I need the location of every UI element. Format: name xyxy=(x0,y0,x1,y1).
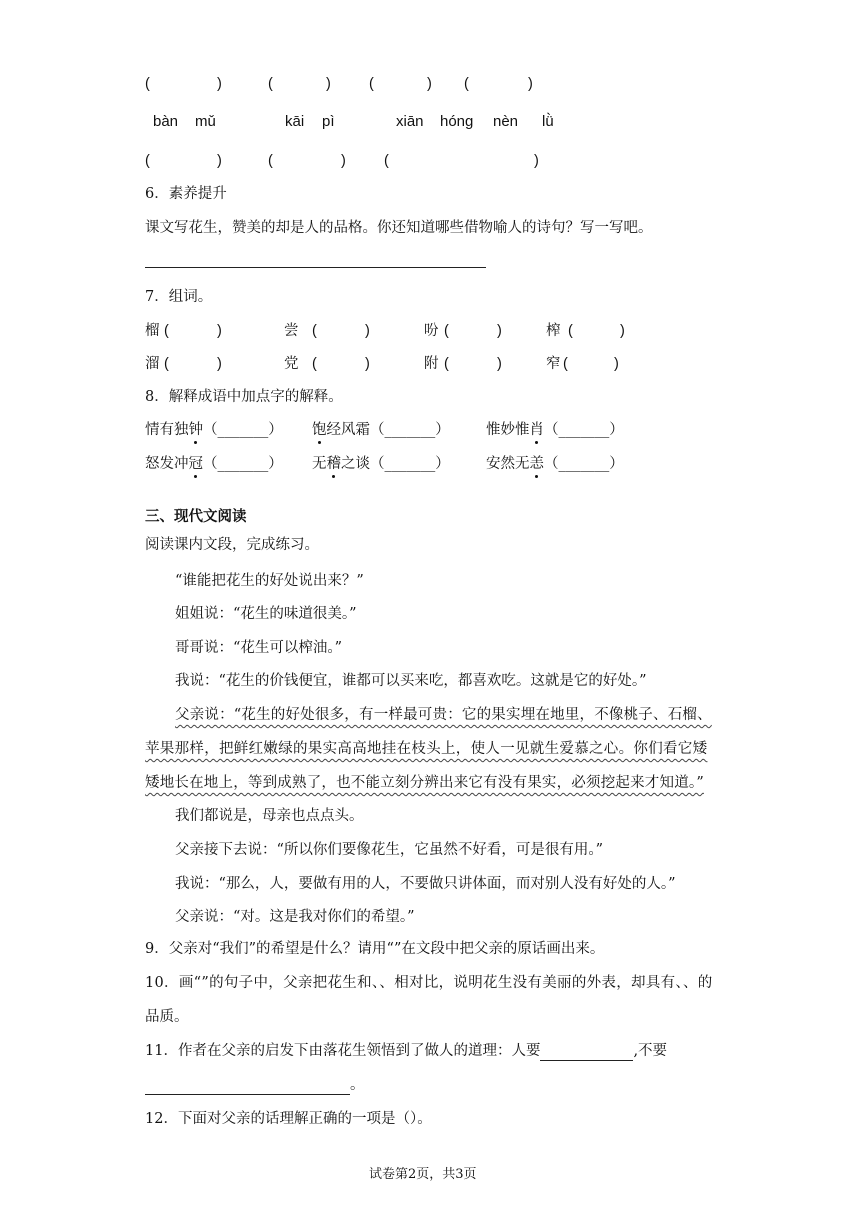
idiom-blank[interactable]: （_______） xyxy=(203,456,283,472)
passage-line: 哥哥说：“花生可以榨油。” xyxy=(175,640,343,656)
answer-paren[interactable]: ( xyxy=(164,356,169,372)
pinyin: xiān xyxy=(396,113,424,130)
q6-title: 6．素养提升 xyxy=(145,186,227,202)
q8-title: 8．解释成语中加点字的解释。 xyxy=(145,389,343,405)
q7-char: 吩 xyxy=(424,323,439,339)
idiom: 情有独钟（_______） xyxy=(145,422,283,438)
answer-paren[interactable]: ( xyxy=(568,323,573,339)
passage-line: 姐姐说：“花生的味道很美。” xyxy=(175,606,357,622)
idiom-blank[interactable]: （_______） xyxy=(544,422,624,438)
paren-close: ) xyxy=(534,153,539,169)
pinyin: hóng xyxy=(440,113,474,130)
pinyin: mǔ xyxy=(195,113,216,130)
question-11-cont: 。 xyxy=(145,1075,365,1095)
idiom-blank[interactable]: （_______） xyxy=(370,422,450,438)
idiom: 无稽之谈（_______） xyxy=(312,456,450,472)
pinyin: kāi xyxy=(285,113,305,130)
question-10: 10．画“”的句子中，父亲把花生和、、相对比，说明花生没有美丽的外表，却具有、、的 xyxy=(145,975,713,991)
answer-paren[interactable]: ( xyxy=(312,356,317,372)
paren-close: ) xyxy=(341,153,346,169)
passage-line-underlined: 矮地长在地上，等到成熟了，也不能立刻分辨出来它有没有果实，必须挖起来才知道。” xyxy=(145,775,704,791)
q7-char: 榴 xyxy=(145,323,160,339)
question-9: 9．父亲对“我们”的希望是什么？请用“”在文段中把父亲的原话画出来。 xyxy=(145,941,605,957)
pinyin: bàn xyxy=(153,113,179,130)
paren-open: ( xyxy=(145,76,150,92)
paren-close: ) xyxy=(217,153,222,169)
q6-answer-line[interactable] xyxy=(145,267,486,268)
question-11: 11．作者在父亲的启发下由落花生领悟到了做人的道理：人要 ,不要 xyxy=(145,1043,668,1059)
answer-paren: ) xyxy=(614,356,619,372)
passage-line: 我说：“花生的价钱便宜，谁都可以买来吃，都喜欢吃。这就是它的好处。” xyxy=(175,673,647,689)
answer-paren[interactable]: ( xyxy=(444,356,449,372)
answer-paren[interactable]: ( xyxy=(312,323,317,339)
question-12: 12．下面对父亲的话理解正确的一项是（）。 xyxy=(145,1111,432,1127)
paren-open: ( xyxy=(268,76,273,92)
answer-paren: ) xyxy=(497,323,502,339)
q6-text: 课文写花生，赞美的却是人的品格。你还知道哪些借物喻人的诗句？写一写吧。 xyxy=(145,220,653,236)
q7-char: 榨 xyxy=(546,323,561,339)
paren-close: ) xyxy=(528,76,533,92)
answer-paren: ) xyxy=(497,356,502,372)
q7-char: 窄 xyxy=(546,356,561,372)
passage-line: 我们都说是，母亲也点点头。 xyxy=(175,808,364,824)
idiom: 惟妙惟肖（_______） xyxy=(486,422,624,438)
q7-char: 溜 xyxy=(145,356,160,372)
question-10-cont: 品质。 xyxy=(145,1009,189,1025)
idiom: 饱经风霜（_______） xyxy=(312,422,450,438)
answer-blank[interactable] xyxy=(145,1078,350,1095)
paren-close: ) xyxy=(326,76,331,92)
paren-open: ( xyxy=(464,76,469,92)
passage-line: 我说：“那么，人，要做有用的人，不要做只讲体面，而对别人没有好处的人。” xyxy=(175,876,676,892)
answer-paren: ) xyxy=(365,356,370,372)
pinyin: lǜ xyxy=(542,113,554,130)
answer-paren: ) xyxy=(217,356,222,372)
idiom: 安然无恙（_______） xyxy=(486,456,624,472)
passage-line: 父亲接下去说：“所以你们要像花生，它虽然不好看，可是很有用。” xyxy=(175,842,604,858)
answer-paren[interactable]: ( xyxy=(444,323,449,339)
passage-line: “谁能把花生的好处说出来？” xyxy=(175,573,364,589)
idiom: 怒发冲冠（_______） xyxy=(145,456,283,472)
paren-close: ) xyxy=(427,76,432,92)
paren-open: ( xyxy=(384,153,389,169)
idiom-blank[interactable]: （_______） xyxy=(544,456,624,472)
pinyin: pì xyxy=(322,113,335,130)
section-heading: 三、现代文阅读 xyxy=(145,509,247,525)
page-footer: 试卷第2页，共3页 xyxy=(369,1167,477,1182)
answer-paren[interactable]: ( xyxy=(164,323,169,339)
paren-close: ) xyxy=(217,76,222,92)
answer-paren: ) xyxy=(365,323,370,339)
answer-blank[interactable] xyxy=(540,1044,633,1061)
idiom-blank[interactable]: （_______） xyxy=(370,456,450,472)
q7-title: 7．组词。 xyxy=(145,289,213,305)
passage-line: 父亲说：“对。这是我对你们的希望。” xyxy=(175,909,415,925)
passage-line-underlined: 父亲说：“花生的好处很多，有一样最可贵：它的果实埋在地里，不像桃子、石榴、 xyxy=(175,707,712,723)
answer-paren: ) xyxy=(217,323,222,339)
q7-char: 附 xyxy=(424,356,439,372)
q7-char: 尝 xyxy=(284,323,299,339)
q7-char: 党 xyxy=(284,356,299,372)
answer-paren: ) xyxy=(620,323,625,339)
pinyin: nèn xyxy=(493,113,519,130)
idiom-blank[interactable]: （_______） xyxy=(203,422,283,438)
paren-open: ( xyxy=(268,153,273,169)
section-intro: 阅读课内文段，完成练习。 xyxy=(145,537,319,553)
paren-open: ( xyxy=(369,76,374,92)
passage-line-underlined: 苹果那样，把鲜红嫩绿的果实高高地挂在枝头上，使人一见就生爱慕之心。你们看它矮 xyxy=(145,741,708,757)
paren-open: ( xyxy=(145,153,150,169)
answer-paren[interactable]: ( xyxy=(563,356,568,372)
